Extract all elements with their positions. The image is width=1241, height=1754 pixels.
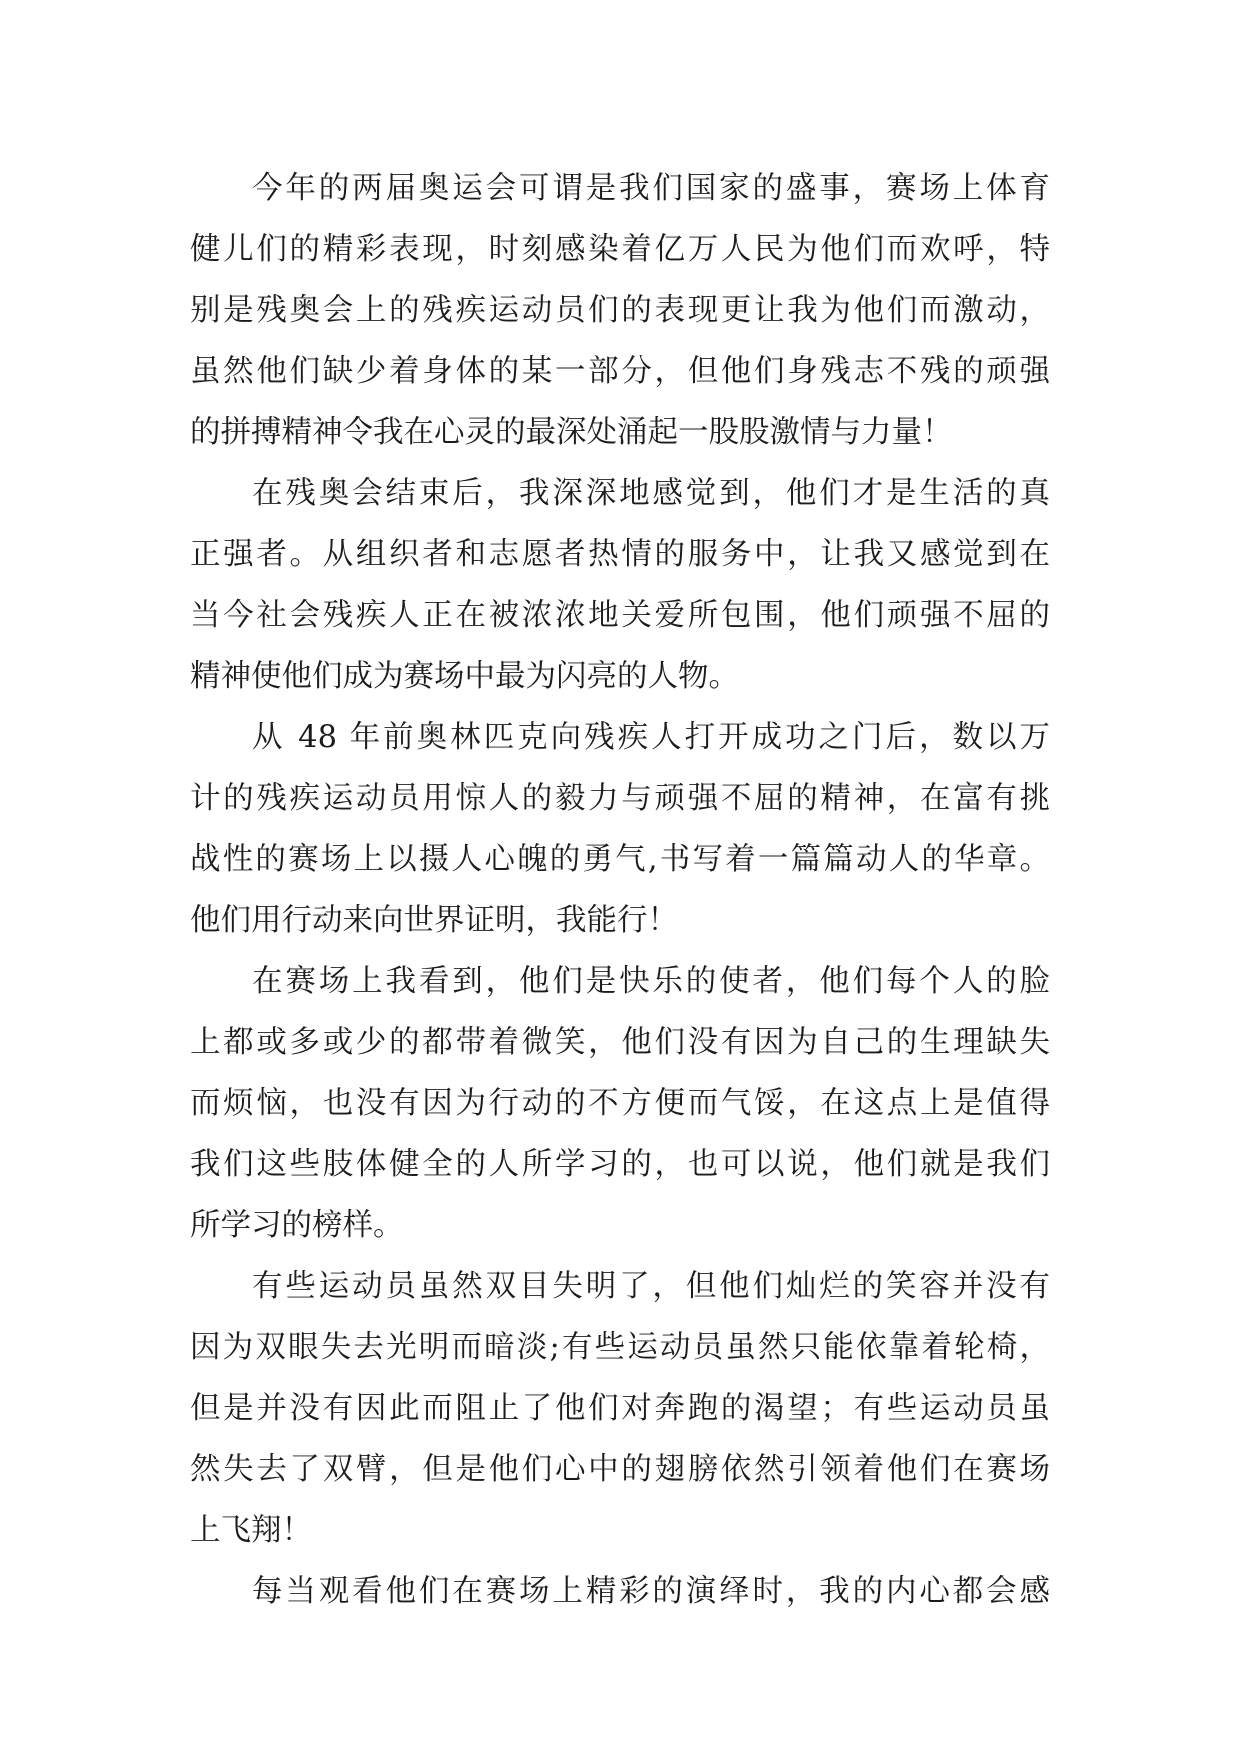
text-line: 今年的两届奥运会可谓是我们国家的盛事，赛场上体育	[252, 171, 1050, 206]
paragraph	[190, 158, 1050, 463]
text-line: 有些运动员虽然双目失明了，但他们灿烂的笑容并没有	[252, 1269, 1050, 1304]
text-line: 因为双眼失去光明而暗淡;有些运动员虽然只能依靠着轮椅，	[190, 1330, 1050, 1365]
text-line: 但是并没有因此而阻止了他们对奔跑的渴望；有些运动员虽	[190, 1391, 1050, 1426]
text-line: 在赛场上我看到，他们是快乐的使者，他们每个人的脸	[252, 964, 1050, 999]
paragraph	[190, 707, 1050, 951]
text-line: 当今社会残疾人正在被浓浓地关爱所包围，他们顽强不屈的	[190, 598, 1050, 633]
text-line: 别是残奥会上的残疾运动员们的表现更让我为他们而激动，	[190, 293, 1050, 328]
text-line: 在残奥会结束后，我深深地感觉到，他们才是生活的真	[252, 476, 1050, 511]
text-line: 然失去了双臂，但是他们心中的翅膀依然引领着他们在赛场	[190, 1452, 1050, 1487]
text-line: 精神使他们成为赛场中最为闪亮的人物。	[190, 659, 739, 694]
paragraph	[190, 463, 1050, 707]
text-line: 计的残疾运动员用惊人的毅力与顽强不屈的精神，在富有挑	[190, 781, 1050, 816]
text-line: 他们用行动来向世界证明，我能行！	[190, 903, 678, 938]
paragraph	[190, 1256, 1050, 1561]
text-line: 正强者。从组织者和志愿者热情的服务中，让我又感觉到在	[190, 537, 1050, 572]
paragraph	[190, 951, 1050, 1256]
text-line: 所学习的榜样。	[190, 1208, 404, 1243]
text-line: 而烦恼，也没有因为行动的不方便而气馁，在这点上是值得	[190, 1086, 1050, 1121]
text-line: 健儿们的精彩表现，时刻感染着亿万人民为他们而欢呼，特	[190, 232, 1050, 267]
text-line: 我们这些肢体健全的人所学习的，也可以说，他们就是我们	[190, 1147, 1050, 1182]
paragraph	[190, 1561, 1050, 1622]
document-body	[190, 158, 1050, 1622]
text-line: 上都或多或少的都带着微笑，他们没有因为自己的生理缺失	[190, 1025, 1050, 1060]
text-line: 上飞翔！	[190, 1513, 312, 1548]
text-line: 从 48 年前奥林匹克向残疾人打开成功之门后，数以万	[252, 720, 1050, 755]
text-line: 每当观看他们在赛场上精彩的演绎时，我的内心都会感	[252, 1574, 1050, 1609]
text-line: 的拼搏精神令我在心灵的最深处涌起一股股激情与力量！	[190, 415, 953, 450]
text-line: 虽然他们缺少着身体的某一部分，但他们身残志不残的顽强	[190, 354, 1050, 389]
text-line: 战性的赛场上以摄人心魄的勇气,书写着一篇篇动人的华章。	[190, 842, 1050, 877]
